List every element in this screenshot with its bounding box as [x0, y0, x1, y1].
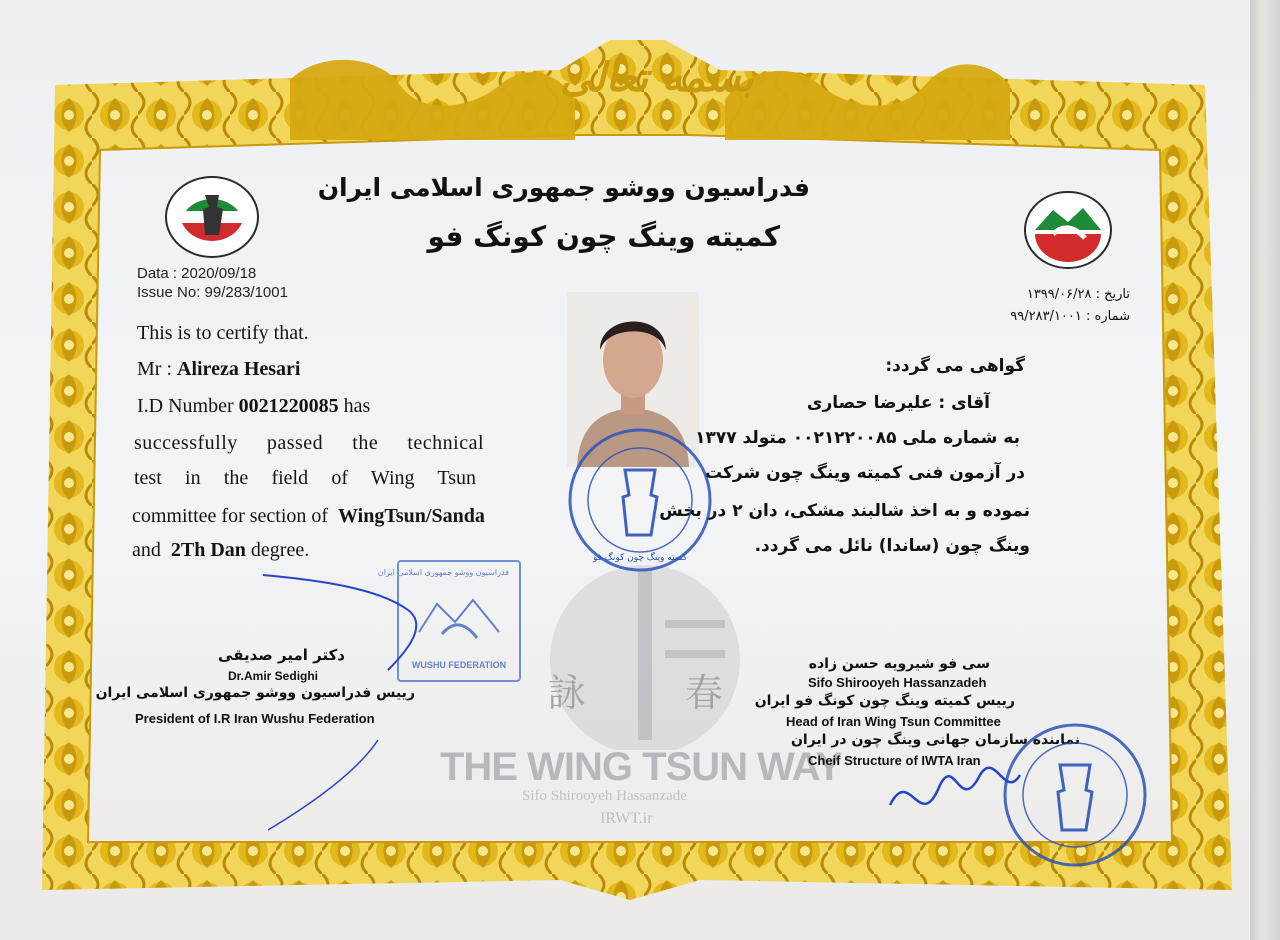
org-name-fa: فدراسیون ووشو جمهوری اسلامی ایران	[317, 173, 810, 202]
belt-line-fa: نموده و به اخذ شالبند مشکی، دان ۲ در بخش	[659, 501, 1030, 521]
right-signer-title2-fa: نماینده سازمان جهانی وینگ چون در ایران	[790, 732, 1080, 748]
id-number-en: 0021220085	[238, 395, 339, 417]
certify-line-en: This is to certify that.	[137, 322, 309, 344]
field-line-en: test in the field of Wing Tsun	[134, 467, 476, 489]
left-signer-name-fa: دکتر امیر صدیقی	[218, 646, 345, 664]
watermark-title: THE WING TSUN WAY	[440, 745, 842, 789]
federation-stamp-bottom: WUSHU FEDERATION	[411, 660, 507, 670]
section-name-en: WingTsun/Sanda	[338, 505, 485, 527]
right-signer-title1-en: Head of Iran Wing Tsun Committee	[786, 714, 1001, 729]
federation-logo-emblem-icon	[1023, 190, 1113, 270]
committee-stamp-photo	[565, 425, 715, 575]
date-label-fa: تاریخ :	[1095, 287, 1130, 302]
watermark-glyph-right: 春	[685, 671, 724, 715]
id-line-fa: به شماره ملی ۰۰۲۱۲۲۰۰۸۵ متولد ۱۳۷۷	[695, 428, 1020, 448]
issue-date-en: Data : 2020/09/18	[137, 265, 257, 282]
right-signer-name-en: Sifo Shirooyeh Hassanzadeh	[808, 675, 987, 690]
section-prefix-en: committee for section of	[132, 505, 329, 527]
exam-line-fa: در آزمون فنی کمیته وینگ چون شرکت	[705, 463, 1025, 483]
and-prefix-en: and	[132, 539, 161, 561]
section-line-fa: وینگ چون (ساندا) نائل می گردد.	[754, 536, 1030, 556]
watermark-glyph-left: 詠	[548, 671, 587, 715]
right-signer-title2-en: Cheif Structure of IWTA Iran	[808, 753, 981, 768]
committee-name-fa: کمیته وینگ چون کونگ فو	[427, 220, 780, 253]
date-value-fa: ۱۳۹۹/۰۶/۲۸	[1026, 287, 1092, 302]
committee-logo	[163, 175, 261, 260]
committee-stamp-text: کمیته وینگ چون کونگ فو	[592, 553, 688, 563]
dan-degree-en: 2Th Dan	[170, 539, 246, 561]
holder-name-en: Alireza Hesari	[177, 358, 301, 380]
mr-prefix-en: Mr :	[137, 358, 172, 380]
invocation-calligraphy: بسمه تعالی	[560, 55, 754, 101]
federation-stamp-top: فدراسیون ووشو جمهوری اسلامی ایران	[377, 568, 509, 577]
federation-logo	[1023, 190, 1113, 270]
left-signer-title-en: President of I.R Iran Wushu Federation	[135, 711, 375, 726]
right-signature-stamp	[880, 705, 1155, 875]
passed-line-en: successfully passed the technical	[134, 432, 484, 454]
wing-tsun-watermark-emblem	[520, 560, 770, 750]
certify-line-fa: گواهی می گردد:	[885, 356, 1025, 376]
right-signer-name-fa: سی فو شیرویه حسن زاده	[808, 656, 990, 672]
left-signer-name-en: Dr.Amir Sedighi	[228, 669, 319, 683]
committee-logo-emblem-icon	[163, 175, 261, 260]
watermark-site: IRWT.ir	[600, 810, 653, 827]
id-prefix-en: I.D Number	[137, 395, 234, 417]
holder-name-fa: آقای : علیرضا حصاری	[806, 393, 990, 413]
number-label-fa: شماره :	[1086, 309, 1130, 324]
degree-suffix-en: degree.	[250, 539, 310, 561]
id-suffix-en: has	[343, 395, 371, 417]
issue-number-en: Issue No: 99/283/1001	[137, 284, 288, 301]
number-value-fa: ۹۹/۲۸۳/۱۰۰۱	[1010, 309, 1082, 324]
watermark-subtitle: Sifo Shirooyeh Hassanzade	[522, 788, 687, 804]
right-signer-title1-fa: رییس کمیته وینگ چون کونگ فو ایران	[754, 693, 1015, 709]
left-signer-title-fa: رییس فدراسیون ووشو جمهوری اسلامی ایران	[95, 685, 415, 701]
left-signature-scribble	[258, 570, 438, 840]
